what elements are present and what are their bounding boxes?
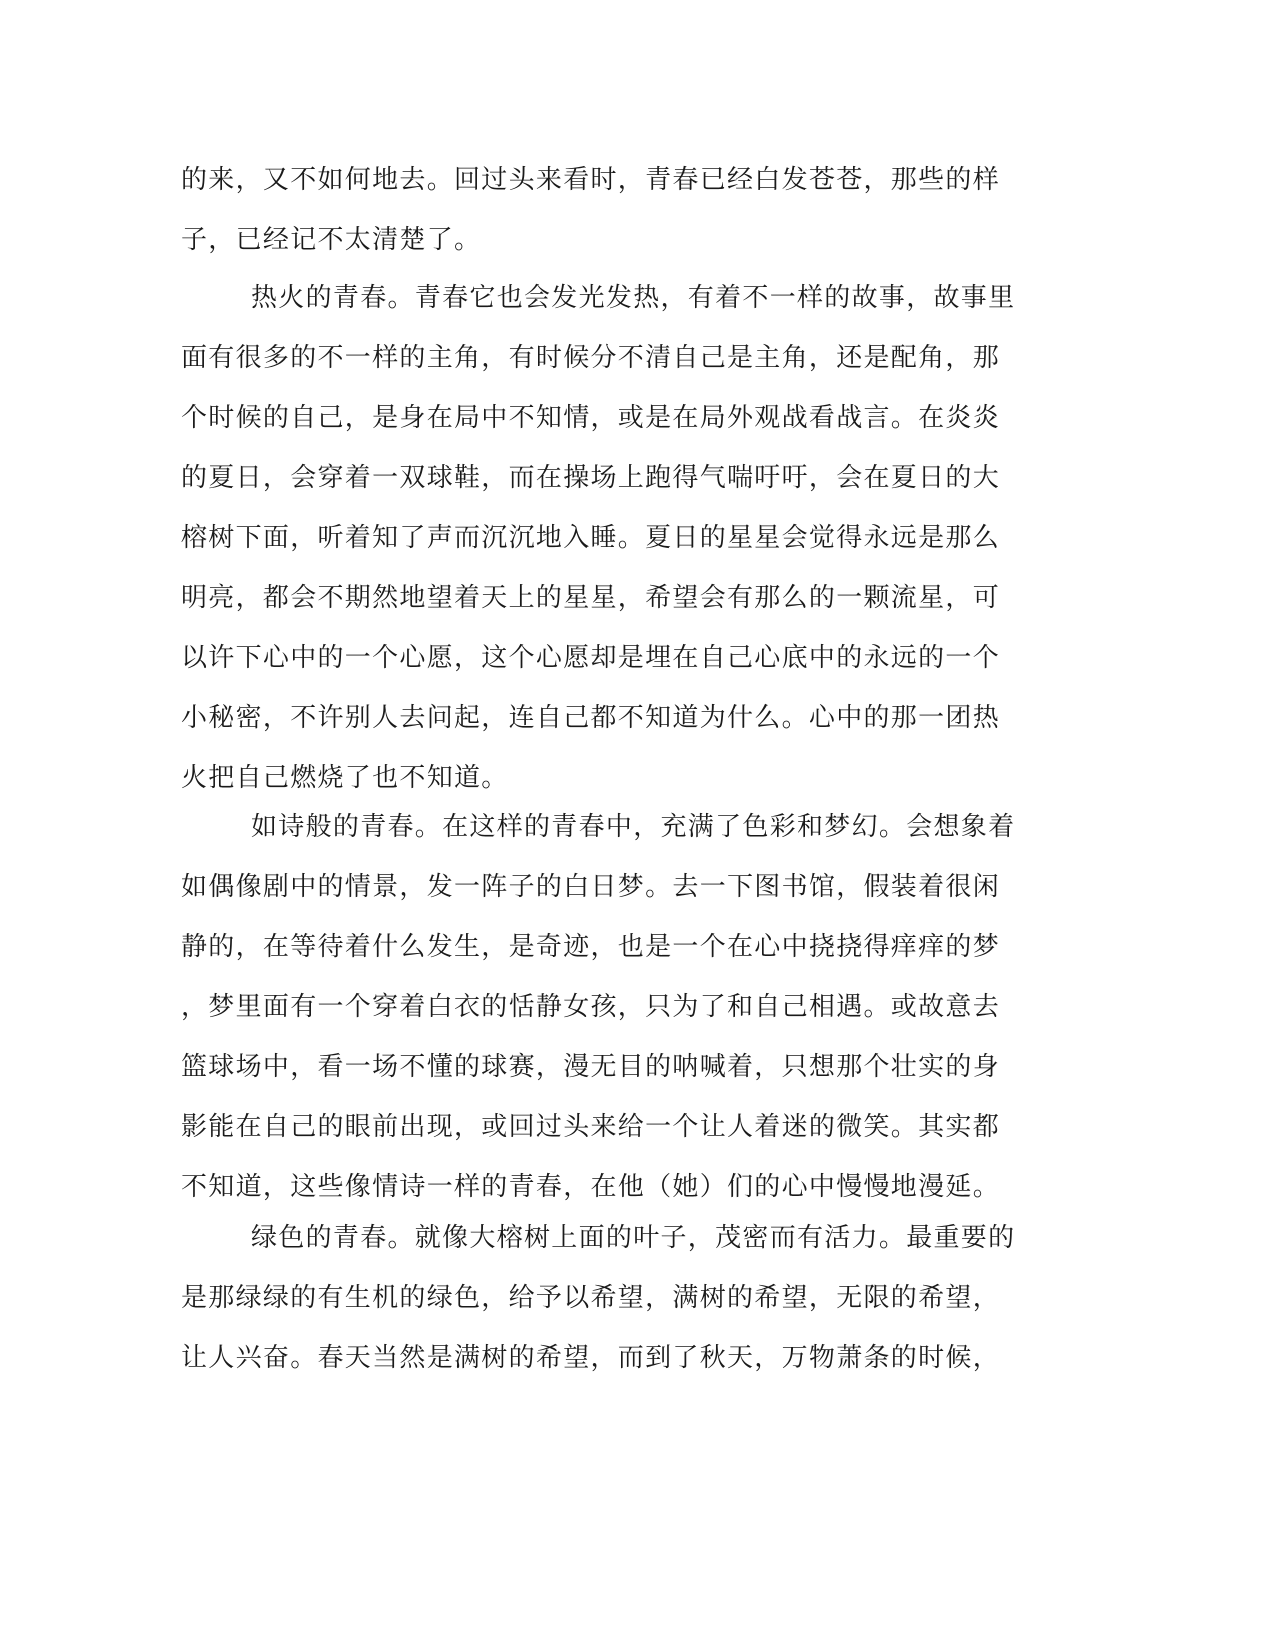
- text-line: 让人兴奋。春天当然是满树的希望，而到了秋天，万物萧条的时候，: [181, 1343, 1001, 1373]
- text-line: ，梦里面有一个穿着白衣的恬静女孩，只为了和自己相遇。或故意去: [181, 992, 1001, 1022]
- text-line: 火把自己燃烧了也不知道。: [181, 763, 509, 793]
- text-line: 面有很多的不一样的主角，有时候分不清自己是主角，还是配角，那: [181, 343, 1001, 373]
- paragraph-green-youth: [181, 1208, 1031, 1388]
- text-line: 如诗般的青春。在这样的青春中，充满了色彩和梦幻。会想象着: [251, 812, 1016, 842]
- text-line: 绿色的青春。就像大榕树上面的叶子，茂密而有活力。最重要的: [251, 1223, 1016, 1253]
- text-line: 的夏日，会穿着一双球鞋，而在操场上跑得气喘吁吁，会在夏日的大: [181, 463, 1001, 493]
- text-line: 如偶像剧中的情景，发一阵子的白日梦。去一下图书馆，假装着很闲: [181, 872, 1001, 902]
- paragraph-hot-youth: [181, 268, 1031, 808]
- paragraph-continuation: [181, 150, 1031, 270]
- text-line: 是那绿绿的有生机的绿色，给予以希望，满树的希望，无限的希望，: [181, 1283, 1001, 1313]
- text-line: 明亮，都会不期然地望着天上的星星，希望会有那么的一颗流星，可: [181, 583, 1001, 613]
- text-line: 篮球场中，看一场不懂的球赛，漫无目的呐喊着，只想那个壮实的身: [181, 1052, 1001, 1082]
- text-line: 热火的青春。青春它也会发光发热，有着不一样的故事，故事里: [251, 283, 1016, 313]
- text-line: 的来，又不如何地去。回过头来看时，青春已经白发苍苍，那些的样: [181, 165, 1001, 195]
- text-line: 静的，在等待着什么发生，是奇迹，也是一个在心中挠挠得痒痒的梦: [181, 932, 1001, 962]
- paragraph-poetic-youth: [181, 797, 1031, 1217]
- text-line: 影能在自己的眼前出现，或回过头来给一个让人着迷的微笑。其实都: [181, 1112, 1001, 1142]
- text-line: 子，已经记不太清楚了。: [181, 225, 482, 255]
- text-line: 不知道，这些像情诗一样的青春，在他（她）们的心中慢慢地漫延。: [181, 1172, 1001, 1202]
- text-line: 小秘密，不许别人去问起，连自己都不知道为什么。心中的那一团热: [181, 703, 1001, 733]
- text-line: 以许下心中的一个心愿，这个心愿却是埋在自己心底中的永远的一个: [181, 643, 1001, 673]
- text-line: 榕树下面，听着知了声而沉沉地入睡。夏日的星星会觉得永远是那么: [181, 523, 1001, 553]
- text-line: 个时候的自己，是身在局中不知情，或是在局外观战看战言。在炎炎: [181, 403, 1001, 433]
